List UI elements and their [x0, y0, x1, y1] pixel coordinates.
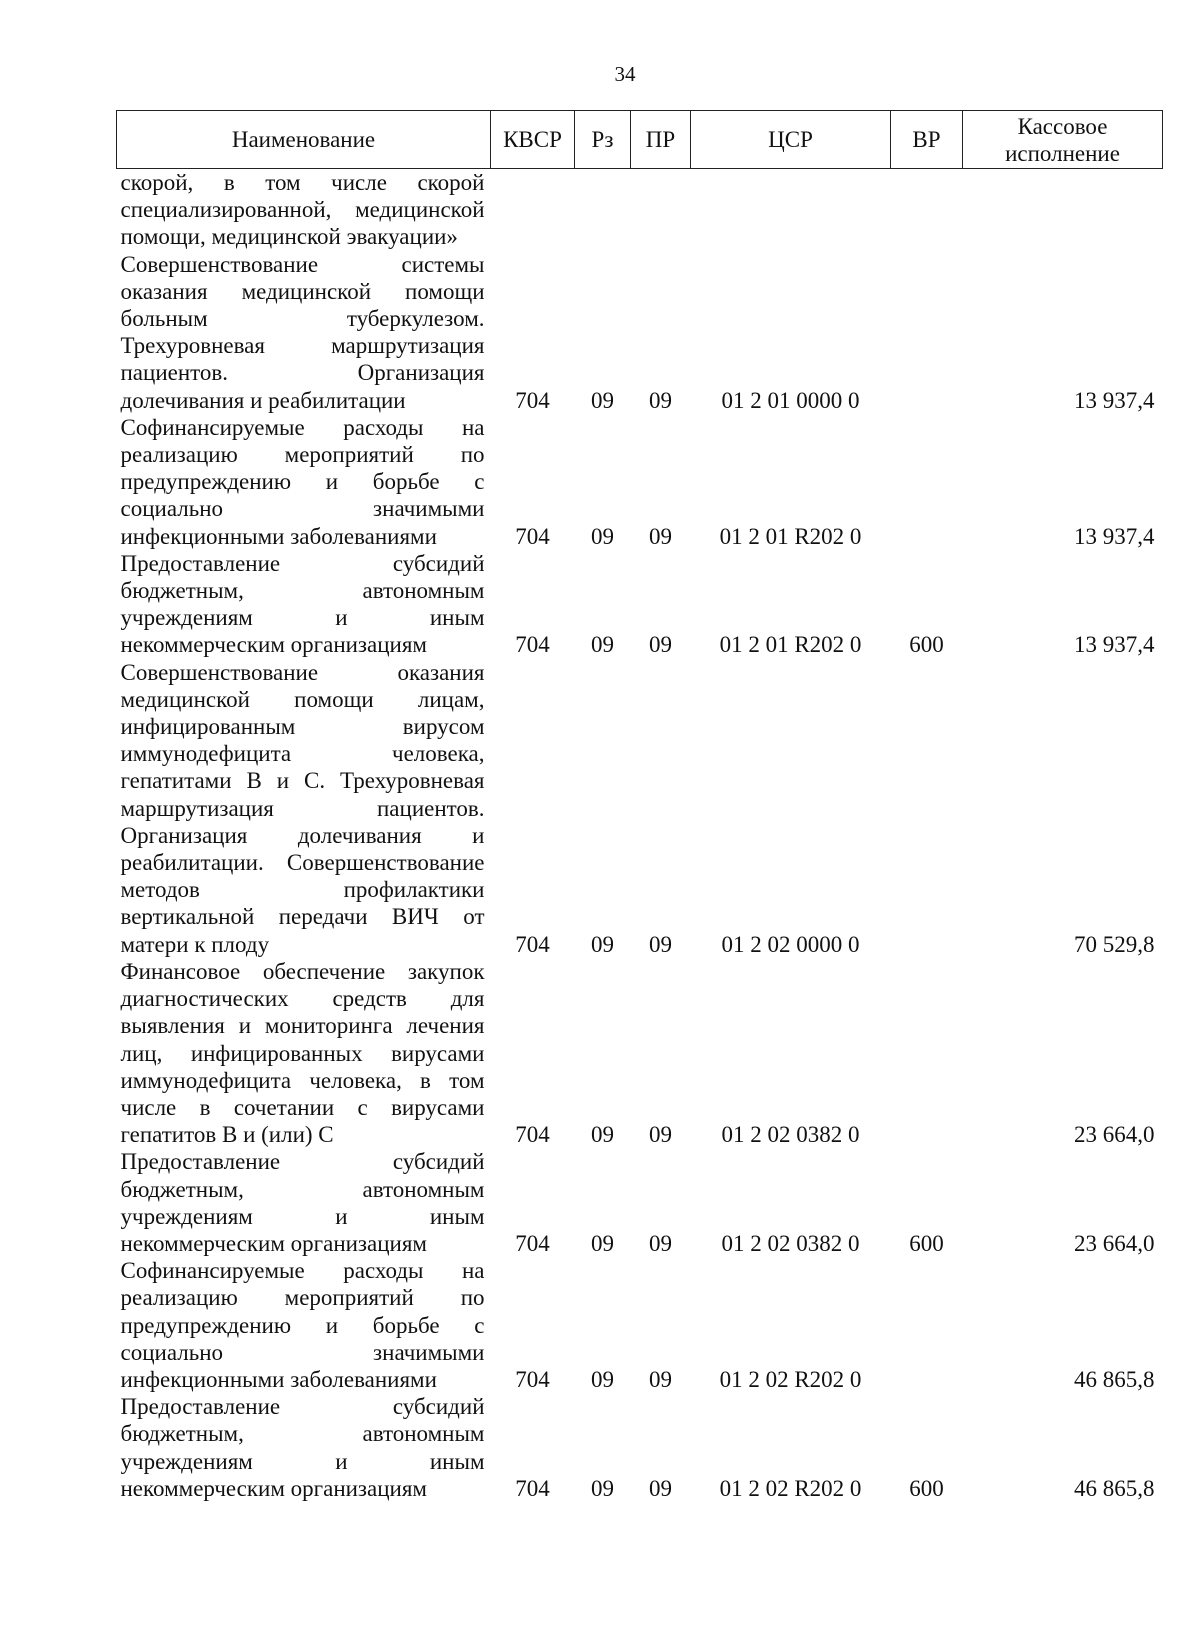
cell-rz: 09: [591, 1230, 614, 1256]
cell-kvsr: 704: [515, 1230, 550, 1256]
cell-vr: [891, 659, 963, 958]
cell-sum: 13 937,4: [1074, 632, 1155, 658]
cell-sum: 13 937,4: [1074, 387, 1155, 413]
cell-name: Софинансируемые расходы на реализацию мероприятий по предупреждению и борьбе с социально значимыми инфекционными заболеваниями: [120, 1258, 485, 1392]
table-row: [117, 550, 1163, 659]
cell-sum: [963, 169, 1163, 251]
cell-csr: 01 2 02 R202 0: [719, 1475, 862, 1501]
cell-rz: 09: [591, 523, 614, 549]
cell-sum: 13 937,4: [1074, 523, 1155, 549]
cell-rz: 09: [591, 387, 614, 413]
cell-pr: 09: [649, 1122, 672, 1148]
page-number: 34: [614, 62, 636, 86]
header-cash-execution: Кассовое исполнение: [963, 111, 1163, 169]
cell-csr: 01 2 01 0000 0: [721, 387, 860, 413]
cell-name: Софинансируемые расходы на реализацию мероприятий по предупреждению и борьбе с социально значимыми инфекционными заболеваниями: [120, 414, 485, 549]
table-row: [117, 1257, 1163, 1393]
header-vr: ВР: [891, 111, 963, 169]
cell-pr: 09: [649, 1230, 672, 1256]
cell-rz: 09: [591, 1122, 614, 1148]
cell-csr: 01 2 02 R202 0: [719, 1366, 862, 1392]
cell-vr: 600: [909, 1475, 944, 1501]
cell-pr: 09: [649, 1366, 672, 1392]
cell-pr: [631, 169, 691, 251]
cell-sum: 70 529,8: [1074, 931, 1155, 957]
budget-execution-table: [116, 110, 1163, 1502]
header-pr: ПР: [631, 111, 691, 169]
cell-csr: 01 2 02 0382 0: [721, 1122, 860, 1148]
cell-vr: 600: [909, 1230, 944, 1256]
header-csr: ЦСР: [691, 111, 891, 169]
cell-rz: 09: [591, 632, 614, 658]
cell-pr: 09: [649, 1475, 672, 1501]
cell-vr: 600: [909, 632, 944, 658]
cell-name: Совершенствование оказания медицинской помощи лицам, инфицированным вирусом иммунодефицита человека, гепатитами В и С. Трехуровневая маршрутизация пациентов. Организация долечивания и реабилитации. Совершенствование методов профилактики вертикальной передачи ВИЧ от матери к плоду: [120, 659, 485, 957]
cell-rz: 09: [591, 1475, 614, 1501]
cell-sum: 23 664,0: [1074, 1230, 1155, 1256]
cell-kvsr: 704: [515, 1475, 550, 1501]
cell-sum: 46 865,8: [1074, 1366, 1155, 1392]
cell-name: Финансовое обеспечение закупок диагностических средств для выявления и мониторинга лечения лиц, инфицированных вирусами иммунодефицита человека, в том числе в сочетании с вирусами гепатитов В и (или) С: [120, 958, 485, 1148]
cell-kvsr: [491, 169, 575, 251]
table-row: [117, 1393, 1163, 1502]
cell-vr: [891, 958, 963, 1148]
table-header-row: [117, 111, 1163, 169]
cell-kvsr: 704: [515, 1366, 550, 1392]
cell-csr: 01 2 01 R202 0: [719, 523, 862, 549]
cell-csr: [691, 169, 891, 251]
cell-name: Предоставление субсидий бюджетным, автономным учреждениям и иным некоммерческим организациям: [120, 1394, 485, 1501]
table-row: [117, 169, 1163, 251]
cell-pr: 09: [649, 931, 672, 957]
cell-pr: 09: [649, 523, 672, 549]
cell-vr: [891, 169, 963, 251]
cell-vr: [891, 1257, 963, 1393]
cell-name: Предоставление субсидий бюджетным, автономным учреждениям и иным некоммерческим организациям: [120, 550, 485, 658]
cell-csr: 01 2 01 R202 0: [719, 632, 862, 658]
cell-name: скорой, в том числе скорой специализированной, медицинской помощи, медицинской эвакуации»: [120, 170, 485, 250]
cell-pr: 09: [649, 387, 672, 413]
cell-kvsr: 704: [515, 387, 550, 413]
cell-kvsr: 704: [515, 1122, 550, 1148]
cell-rz: 09: [591, 1366, 614, 1392]
cell-sum: 23 664,0: [1074, 1122, 1155, 1148]
table-row: [117, 251, 1163, 414]
cell-csr: 01 2 02 0000 0: [721, 931, 860, 957]
cell-vr: [891, 414, 963, 550]
table-row: [117, 958, 1163, 1148]
header-kvsr: КВСР: [491, 111, 575, 169]
header-name: Наименование: [117, 111, 491, 169]
cell-pr: 09: [649, 632, 672, 658]
cell-sum: 46 865,8: [1074, 1475, 1155, 1501]
cell-kvsr: 704: [515, 632, 550, 658]
header-rz: Рз: [575, 111, 631, 169]
cell-vr: [891, 251, 963, 414]
cell-kvsr: 704: [515, 931, 550, 957]
table-row: [117, 659, 1163, 958]
cell-csr: 01 2 02 0382 0: [721, 1230, 860, 1256]
table-row: [117, 1148, 1163, 1257]
cell-name: Предоставление субсидий бюджетным, автономным учреждениям и иным некоммерческим организациям: [120, 1149, 485, 1256]
table-row: [117, 414, 1163, 550]
cell-name: Совершенствование системы оказания медицинской помощи больным туберкулезом. Трехуровневая маршрутизация пациентов. Организация долечивания и реабилитации: [120, 251, 485, 413]
cell-rz: [575, 169, 631, 251]
cell-kvsr: 704: [515, 523, 550, 549]
cell-rz: 09: [591, 931, 614, 957]
